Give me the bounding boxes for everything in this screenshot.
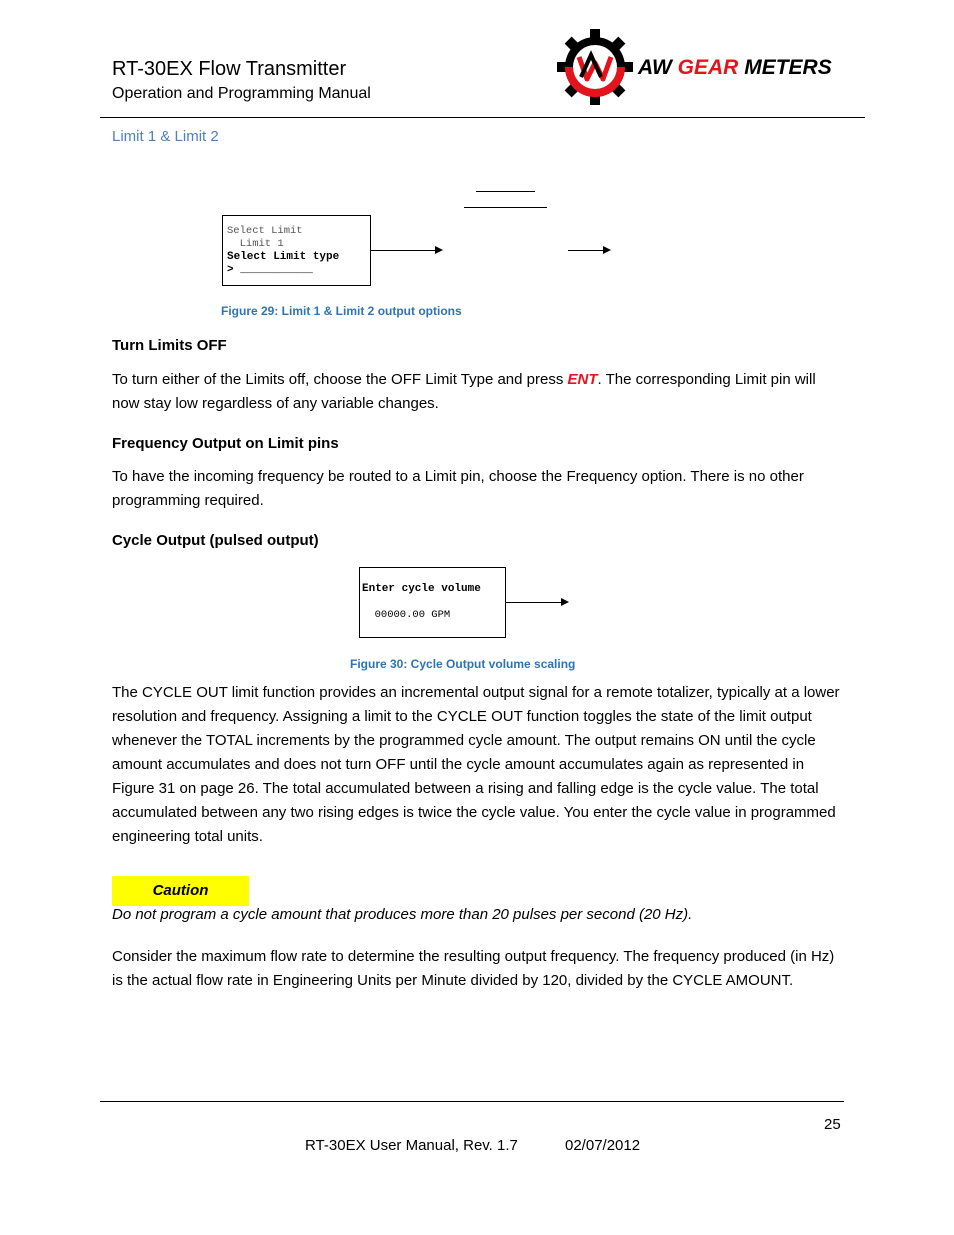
logo-meters: METERS — [744, 56, 832, 79]
lcd-select-limit — [222, 215, 371, 286]
document-subtitle: Operation and Programming Manual — [112, 85, 371, 102]
caution-highlight — [112, 876, 249, 906]
lcd-line: 00000.00 GPM — [362, 609, 451, 621]
lcd-line: > ___________ — [227, 264, 313, 276]
header-divider — [100, 117, 865, 118]
diagram-line — [464, 207, 547, 208]
footer-revision: RT-30EX User Manual, Rev. 1.7 — [305, 1137, 518, 1154]
caution-label: Caution — [152, 882, 209, 899]
logo-aw: AW — [638, 56, 672, 79]
page-number: 25 — [824, 1116, 841, 1133]
arrow-right-icon — [506, 602, 567, 603]
caution-text: Do not program a cycle amount that produces more than 20 pulses per second (20 Hz). — [112, 906, 693, 923]
figure-30-caption: Figure 30: Cycle Output volume scaling — [350, 657, 576, 671]
turn-limits-off-text — [112, 368, 847, 416]
arrow-right-icon — [568, 250, 609, 251]
section-heading: Limit 1 & Limit 2 — [112, 128, 219, 145]
arrow-right-icon — [371, 250, 441, 251]
diagram-line — [476, 191, 535, 192]
cycle-output-heading: Cycle Output (pulsed output) — [112, 532, 319, 549]
footer-divider — [100, 1101, 844, 1102]
document-title: RT-30EX Flow Transmitter — [112, 58, 347, 80]
text-run: To turn either of the Limits off, choose the OFF Limit Type and press — [112, 371, 568, 388]
lcd-line: Enter cycle volume — [362, 583, 481, 595]
logo-wordmark — [638, 56, 832, 80]
frequency-heading: Frequency Output on Limit pins — [112, 435, 339, 452]
footer-date: 02/07/2012 — [565, 1137, 641, 1154]
turn-limits-off-heading: Turn Limits OFF — [112, 337, 227, 354]
frequency-calculation-paragraph: Consider the maximum flow rate to determine the resulting output frequency. The frequency produced (in Hz) is the actual flow rate in Engineering Units per Minute divided by 120, divided by the CYCLE AMOUNT. — [112, 948, 835, 989]
logo-gear: GEAR — [677, 56, 739, 79]
figure-29-caption: Figure 29: Limit 1 & Limit 2 output options — [221, 304, 462, 318]
lcd-line: Select Limit — [227, 225, 303, 237]
lcd-line: Limit 1 — [227, 238, 284, 250]
text-run: . The corresponding Limit pin will now stay low regardless of any variable changes. — [112, 371, 816, 412]
cycle-out-paragraph: The CYCLE OUT limit function provides an incremental output signal for a remote totalizer, typically at a lower resolution and frequency. Assigning a limit to the CYCLE OUT function toggles the state of the limit output whenever the TOTAL increments by the programmed cycle amount. The output remains ON until the cycle amount accumulates and does not turn OFF until the cycle amount accumulates again as represented in Figure 31 on page 26. The total accumulated between a rising and falling edge is the cycle value. The total accumulated between any two rising edges is twice the cycle value. You enter the cycle value in programmed engineering total units. — [112, 684, 840, 845]
lcd-line: Select Limit type — [227, 251, 340, 263]
ent-key: ENT — [567, 371, 598, 388]
frequency-text: To have the incoming frequency be routed to a Limit pin, choose the Frequency option. There is no other programming required. — [112, 468, 804, 509]
lcd-cycle-volume — [359, 567, 506, 638]
